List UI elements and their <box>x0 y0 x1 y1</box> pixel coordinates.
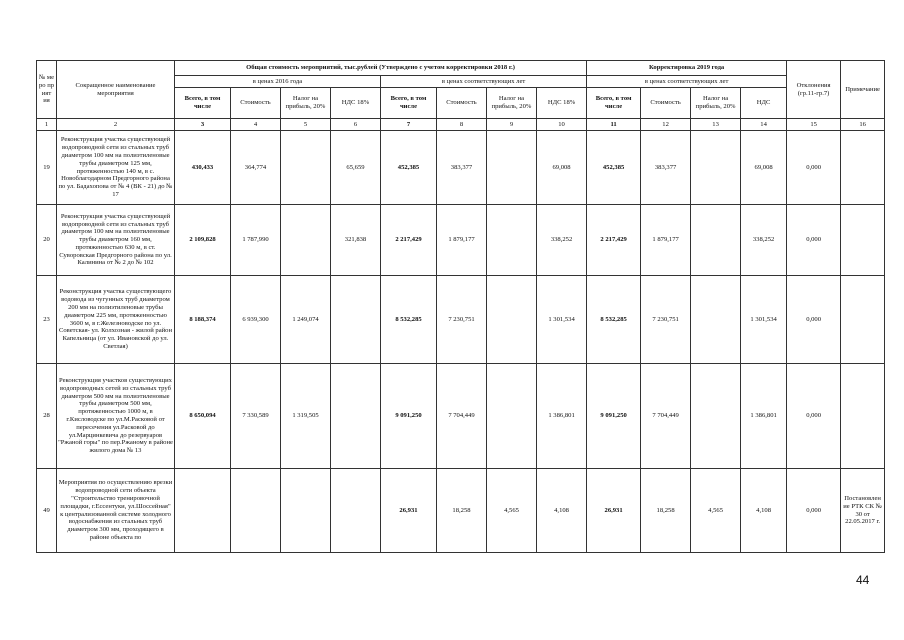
header-prices-current-1: в ценах соответствующих лет <box>381 76 587 88</box>
vat-2016-cell <box>331 469 381 553</box>
column-number: 12 <box>641 119 691 131</box>
page-number: 44 <box>856 573 870 587</box>
header-group-approved: Общая стоимость мероприятий, тыс.рублей (Утверждено с учетом корректировки 2018 г.) <box>175 61 587 76</box>
total-2019-cell: 2 217,429 <box>587 205 641 276</box>
column-number: 4 <box>231 119 281 131</box>
vat-2019-cell: 338,252 <box>741 205 787 276</box>
table-row <box>37 131 885 205</box>
vat-current-cell: 69,008 <box>537 131 587 205</box>
column-number: 13 <box>691 119 741 131</box>
vat-2019-cell: 4,108 <box>741 469 787 553</box>
total-2019-cell: 8 532,285 <box>587 276 641 364</box>
total-2016-cell: 430,433 <box>175 131 231 205</box>
total-2019-cell: 9 091,250 <box>587 364 641 469</box>
subheader-vat: НДС 18% <box>331 88 381 119</box>
row-number-cell: 28 <box>37 364 57 469</box>
total-current-cell: 2 217,429 <box>381 205 437 276</box>
column-number: 8 <box>437 119 487 131</box>
deviation-cell: 0,000 <box>787 131 841 205</box>
note-cell: Постановлен ие РТК СК № 30 от 22.05.2017 г. <box>841 469 885 553</box>
tax-2016-cell <box>281 469 331 553</box>
vat-2019-cell: 1 386,801 <box>741 364 787 469</box>
description-cell: Мероприятия по осуществлению врезки водопроводной сети объекта "Строительство тренировочной площадки, г.Ессентуки, ул.Шоссейная" к централизованной системе холодного водоснабжения из стальных труб диаметром 300 мм, проходящего в районе объекта по <box>57 469 175 553</box>
row-number-cell: 49 <box>37 469 57 553</box>
column-number: 16 <box>841 119 885 131</box>
row-number-cell: 23 <box>37 276 57 364</box>
vat-current-cell: 338,252 <box>537 205 587 276</box>
table-row <box>37 364 885 469</box>
deviation-cell: 0,000 <box>787 276 841 364</box>
subheader-vat: НДС 18% <box>537 88 587 119</box>
header-deviation: Отклонения (гр.11-гр.7) <box>787 61 841 119</box>
cost-2016-cell <box>231 469 281 553</box>
subheader-vat: НДС <box>741 88 787 119</box>
cost-2019-cell: 7 704,449 <box>641 364 691 469</box>
vat-2016-cell: 321,838 <box>331 205 381 276</box>
note-cell <box>841 276 885 364</box>
vat-current-cell: 1 386,801 <box>537 364 587 469</box>
deviation-cell: 0,000 <box>787 364 841 469</box>
table-row <box>37 469 885 553</box>
total-current-cell: 452,385 <box>381 131 437 205</box>
header-note: Примечание <box>841 61 885 119</box>
vat-2019-cell: 1 301,534 <box>741 276 787 364</box>
tax-current-cell <box>487 276 537 364</box>
total-current-cell: 26,931 <box>381 469 437 553</box>
tax-2016-cell <box>281 205 331 276</box>
description-cell: Реконструкция участков существующих водопроводных сетей из стальных труб диаметром 500 мм на полиэтиленовые трубы диаметром 500 мм, протяженностью 1000 м, в г.Кисловодске по ул.М.Расковой от пересечения ул.Расковой до ул.Марцинкевича до резервуаров "Ржаной горы" по пер.Ржаному в районе жилого дома № 13 <box>57 364 175 469</box>
row-number-cell: 19 <box>37 131 57 205</box>
subheader-total: Всего, в том числе <box>587 88 641 119</box>
column-number: 2 <box>57 119 175 131</box>
note-cell <box>841 364 885 469</box>
subheader-cost: Стоимость <box>231 88 281 119</box>
deviation-cell: 0,000 <box>787 205 841 276</box>
tax-2019-cell <box>691 276 741 364</box>
total-2016-cell: 8 650,094 <box>175 364 231 469</box>
column-number: 10 <box>537 119 587 131</box>
vat-2019-cell: 69,008 <box>741 131 787 205</box>
column-number: 1 <box>37 119 57 131</box>
vat-2016-cell: 65,659 <box>331 131 381 205</box>
column-number: 11 <box>587 119 641 131</box>
total-2019-cell: 26,931 <box>587 469 641 553</box>
subheader-total: Всего, в том числе <box>175 88 231 119</box>
tax-current-cell <box>487 205 537 276</box>
tax-2019-cell <box>691 205 741 276</box>
description-cell: Реконструкция участка существующего водовода из чугунных труб диаметром 200 мм на полиэтиленовые трубы диаметром 225 мм, протяженностью 3600 м, в г.Железноводске по ул. Советская- ул. Колхозная - жилой район Капельница (от ул. Ивановской до ул. Светлая) <box>57 276 175 364</box>
vat-2016-cell <box>331 364 381 469</box>
tax-2019-cell <box>691 364 741 469</box>
cost-2016-cell: 364,774 <box>231 131 281 205</box>
header-prices-2016: в ценах 2016 года <box>175 76 381 88</box>
subheader-tax: Налог на прибыль, 20% <box>487 88 537 119</box>
cost-2019-cell: 383,377 <box>641 131 691 205</box>
total-current-cell: 9 091,250 <box>381 364 437 469</box>
tax-2019-cell: 4,565 <box>691 469 741 553</box>
header-number: № ме ро пр ият ия <box>37 61 57 119</box>
subheader-cost: Стоимость <box>437 88 487 119</box>
note-cell <box>841 205 885 276</box>
description-cell: Реконструкция участка существующей водопроводной сети из стальных труб диаметром 100 мм на полиэтиленовые трубы диаметром 160 мм, протяженностью 630 м, в ст. Суворовская Предгорного района по ул. Калинина от № 2 до № 102 <box>57 205 175 276</box>
table-body <box>37 131 885 553</box>
tax-current-cell <box>487 364 537 469</box>
column-number: 7 <box>381 119 437 131</box>
header-prices-current-2: в ценах соответствующих лет <box>587 76 787 88</box>
subheader-cost: Стоимость <box>641 88 691 119</box>
total-2016-cell <box>175 469 231 553</box>
cost-2016-cell: 1 787,990 <box>231 205 281 276</box>
total-current-cell: 8 532,285 <box>381 276 437 364</box>
column-number: 14 <box>741 119 787 131</box>
cost-current-cell: 1 879,177 <box>437 205 487 276</box>
total-2016-cell: 2 109,828 <box>175 205 231 276</box>
column-number: 3 <box>175 119 231 131</box>
tax-2016-cell <box>281 131 331 205</box>
subheader-tax: Налог на прибыль, 20% <box>281 88 331 119</box>
column-number: 5 <box>281 119 331 131</box>
vat-2016-cell <box>331 276 381 364</box>
note-cell <box>841 131 885 205</box>
subheader-total: Всего, в том числе <box>381 88 437 119</box>
total-2019-cell: 452,385 <box>587 131 641 205</box>
cost-current-cell: 383,377 <box>437 131 487 205</box>
vat-current-cell: 1 301,534 <box>537 276 587 364</box>
tax-2019-cell <box>691 131 741 205</box>
tax-current-cell <box>487 131 537 205</box>
tax-2016-cell: 1 249,074 <box>281 276 331 364</box>
cost-2019-cell: 7 230,751 <box>641 276 691 364</box>
column-number: 6 <box>331 119 381 131</box>
cost-table <box>36 60 885 553</box>
total-2016-cell: 8 188,374 <box>175 276 231 364</box>
tax-2016-cell: 1 319,505 <box>281 364 331 469</box>
cost-2016-cell: 7 330,589 <box>231 364 281 469</box>
tax-current-cell: 4,565 <box>487 469 537 553</box>
cost-2016-cell: 6 939,300 <box>231 276 281 364</box>
column-number: 15 <box>787 119 841 131</box>
cost-2019-cell: 1 879,177 <box>641 205 691 276</box>
row-number-cell: 20 <box>37 205 57 276</box>
table-row <box>37 205 885 276</box>
subheader-tax: Налог на прибыль, 20% <box>691 88 741 119</box>
cost-current-cell: 7 230,751 <box>437 276 487 364</box>
header-name: Сокращенное наименование мероприятия <box>57 61 175 119</box>
header-group-2019: Корректировка 2019 года <box>587 61 787 76</box>
cost-current-cell: 7 704,449 <box>437 364 487 469</box>
table-row <box>37 276 885 364</box>
description-cell: Реконструкция участка существующей водопроводной сети из стальных труб диаметром 100 мм на полиэтиленовые трубы диаметром 125 мм, протяженностью 140 м, в с. Новоблагодарном Предгорного района по ул. Бадахопова от № 4 (ВК - 21) до № 17 <box>57 131 175 205</box>
deviation-cell: 0,000 <box>787 469 841 553</box>
vat-current-cell: 4,108 <box>537 469 587 553</box>
cost-current-cell: 18,258 <box>437 469 487 553</box>
column-number: 9 <box>487 119 537 131</box>
cost-2019-cell: 18,258 <box>641 469 691 553</box>
